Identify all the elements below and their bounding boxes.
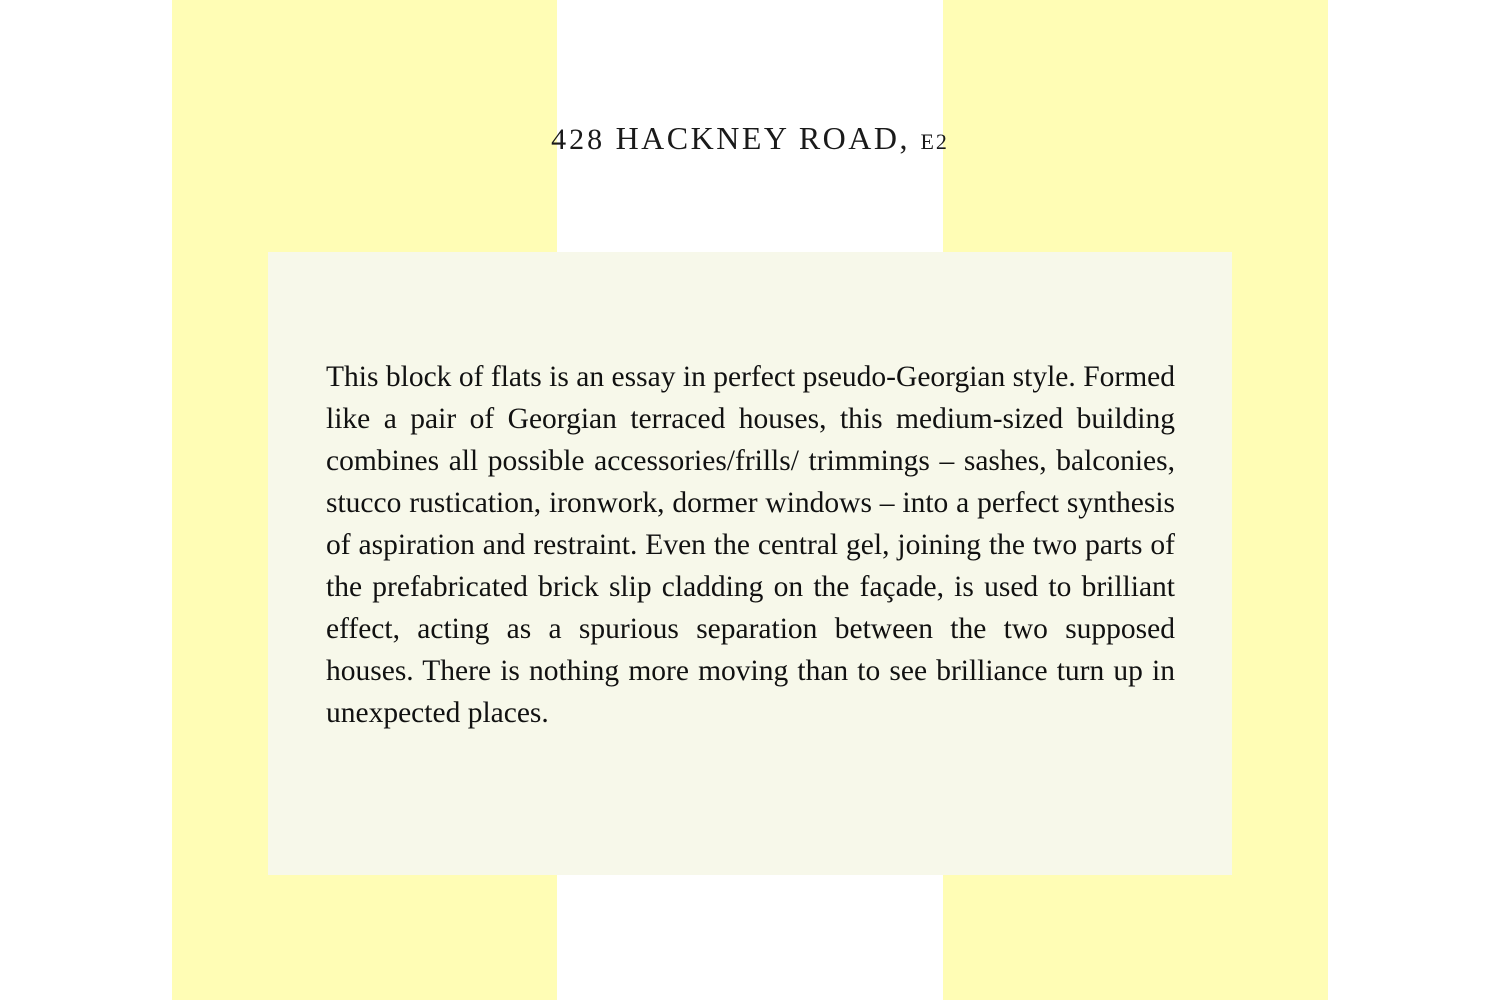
description-panel <box>268 252 1232 875</box>
address-postcode: E2 <box>920 129 949 154</box>
description-text: This block of flats is an essay in perfect pseudo-Georgian style. Formed like a pair of Georgian terraced houses, this medium-sized building combines all possible accessories/frills/ trimmings – sashes, balconies, stucco rustication, ironwork, dormer windows – into a perfect synthesis of aspiration and restraint. Even the central gel, joining the two parts of the prefabricated brick slip cladding on the façade, is used to brilliant effect, acting as a spurious separation between the two supposed houses. There is nothing more moving than to see brilliance turn up in unexpected places. <box>326 361 1175 729</box>
address-number: 428 <box>551 123 606 156</box>
address-street: HACKNEY ROAD, <box>615 120 910 156</box>
address-heading <box>0 118 1500 162</box>
